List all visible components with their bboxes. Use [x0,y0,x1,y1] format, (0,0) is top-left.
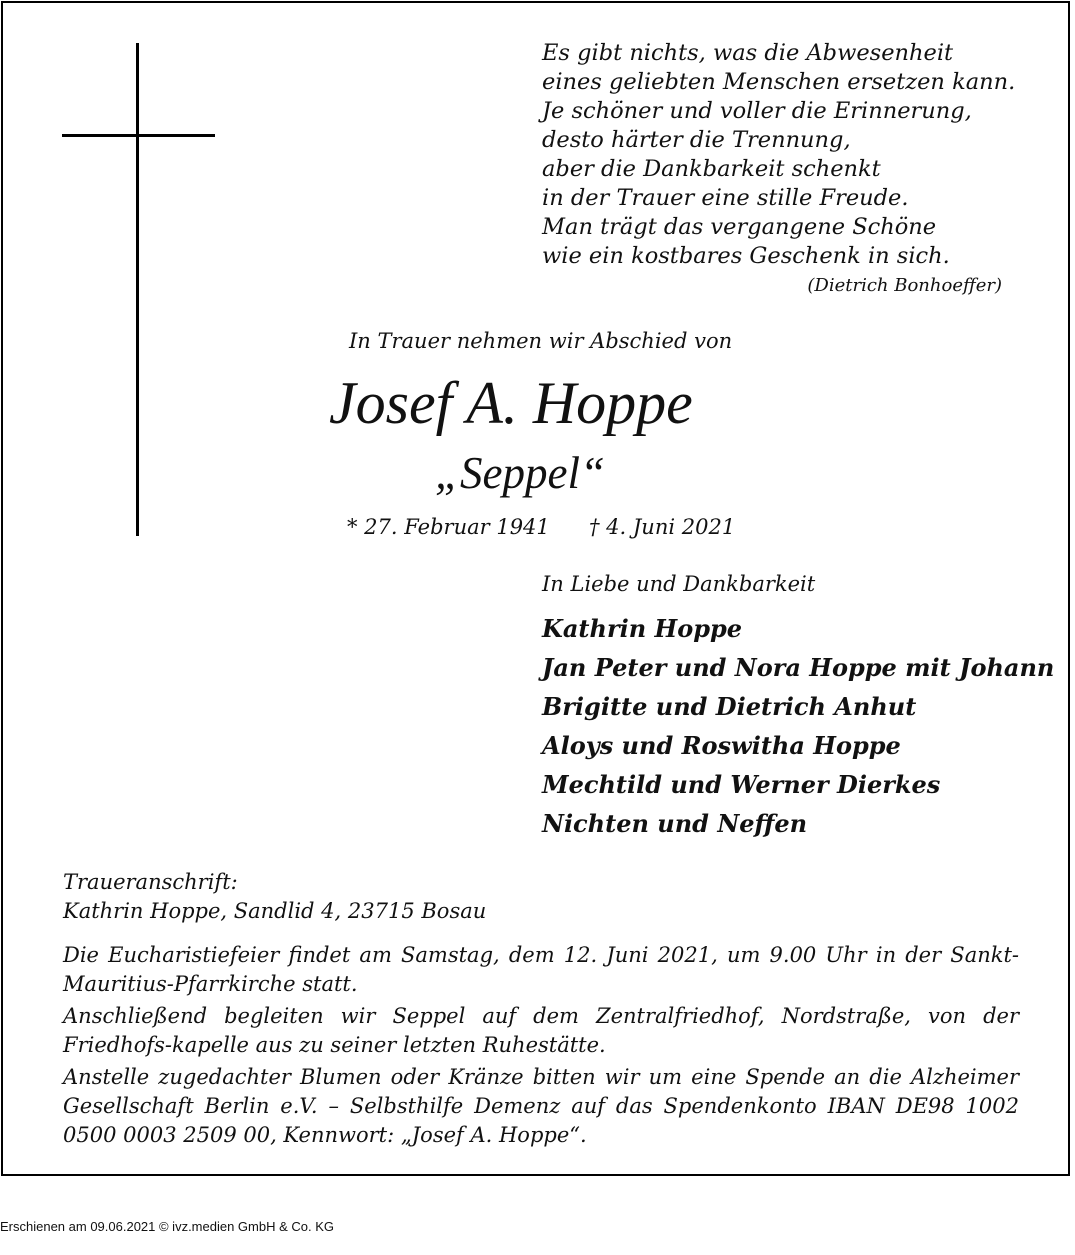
deceased-nickname: „Seppel“ [435,448,606,498]
address-label: Traueranschrift: [63,870,238,894]
service-notes [63,941,1019,1153]
poem-line: Es gibt nichts, was die Abwesenheit [542,40,954,66]
death-date: † 4. Juni 2021 [589,515,736,539]
deceased-name: Josef A. Hoppe [329,370,693,436]
poem-line: desto härter die Trennung, [542,127,851,153]
mourners-list [542,609,1054,843]
poem-line: eines geliebten Menschen ersetzen kann. [542,69,1016,95]
poem-line: wie ein kostbares Geschenk in sich. [542,243,950,269]
service-note: Anstelle zugedachter Blumen oder Kränze bitten wir um eine Spende an die Alzheimer Gesellschaft Berlin e.V. – Selbsthilfe Demenz auf das Spendenkonto IBAN DE98 1002 0500 0003 2509 00, Kennwort: „Josef A. Hoppe“. [63,1065,1019,1147]
cross-vertical-bar [136,43,139,536]
poem-line: Je schöner und voller die Erinnerung, [542,98,972,124]
poem-attribution: (Dietrich Bonhoeffer) [807,275,1002,296]
poem-line: Man trägt das vergangene Schöne [542,214,937,240]
mourner-name: Nichten und Neffen [542,809,808,838]
cross-horizontal-bar [62,134,215,137]
publication-footer: Erschienen am 09.06.2021 © ivz.medien GmbH & Co. KG [0,1219,335,1234]
mourner-name: Brigitte und Dietrich Anhut [542,692,917,721]
birth-date: * 27. Februar 1941 [347,515,550,539]
poem [542,39,1015,271]
mourning-address [63,868,486,926]
obituary-frame [1,1,1070,1176]
mourning-intro: In Trauer nehmen wir Abschied von [349,329,733,353]
mourner-name: Mechtild und Werner Dierkes [542,770,941,799]
poem-line: aber die Dankbarkeit schenkt [542,156,881,182]
mourner-name: Aloys und Roswitha Hoppe [542,731,901,760]
service-note: Anschließend begleiten wir Seppel auf dem Zentralfriedhof, Nordstraße, von der Friedhofs-kapelle aus zu seiner letzten Ruhestätte. [63,1004,1019,1057]
address-value: Kathrin Hoppe, Sandlid 4, 23715 Bosau [63,899,487,923]
mourner-name: Kathrin Hoppe [542,614,743,643]
mourners-intro: In Liebe und Dankbarkeit [542,572,816,596]
poem-line: in der Trauer eine stille Freude. [542,185,909,211]
service-note: Die Eucharistiefeier findet am Samstag, dem 12. Juni 2021, um 9.00 Uhr in der Sankt-Mauritius-Pfarrkirche statt. [63,943,1019,996]
mourner-name: Jan Peter und Nora Hoppe mit Johann [542,653,1055,682]
